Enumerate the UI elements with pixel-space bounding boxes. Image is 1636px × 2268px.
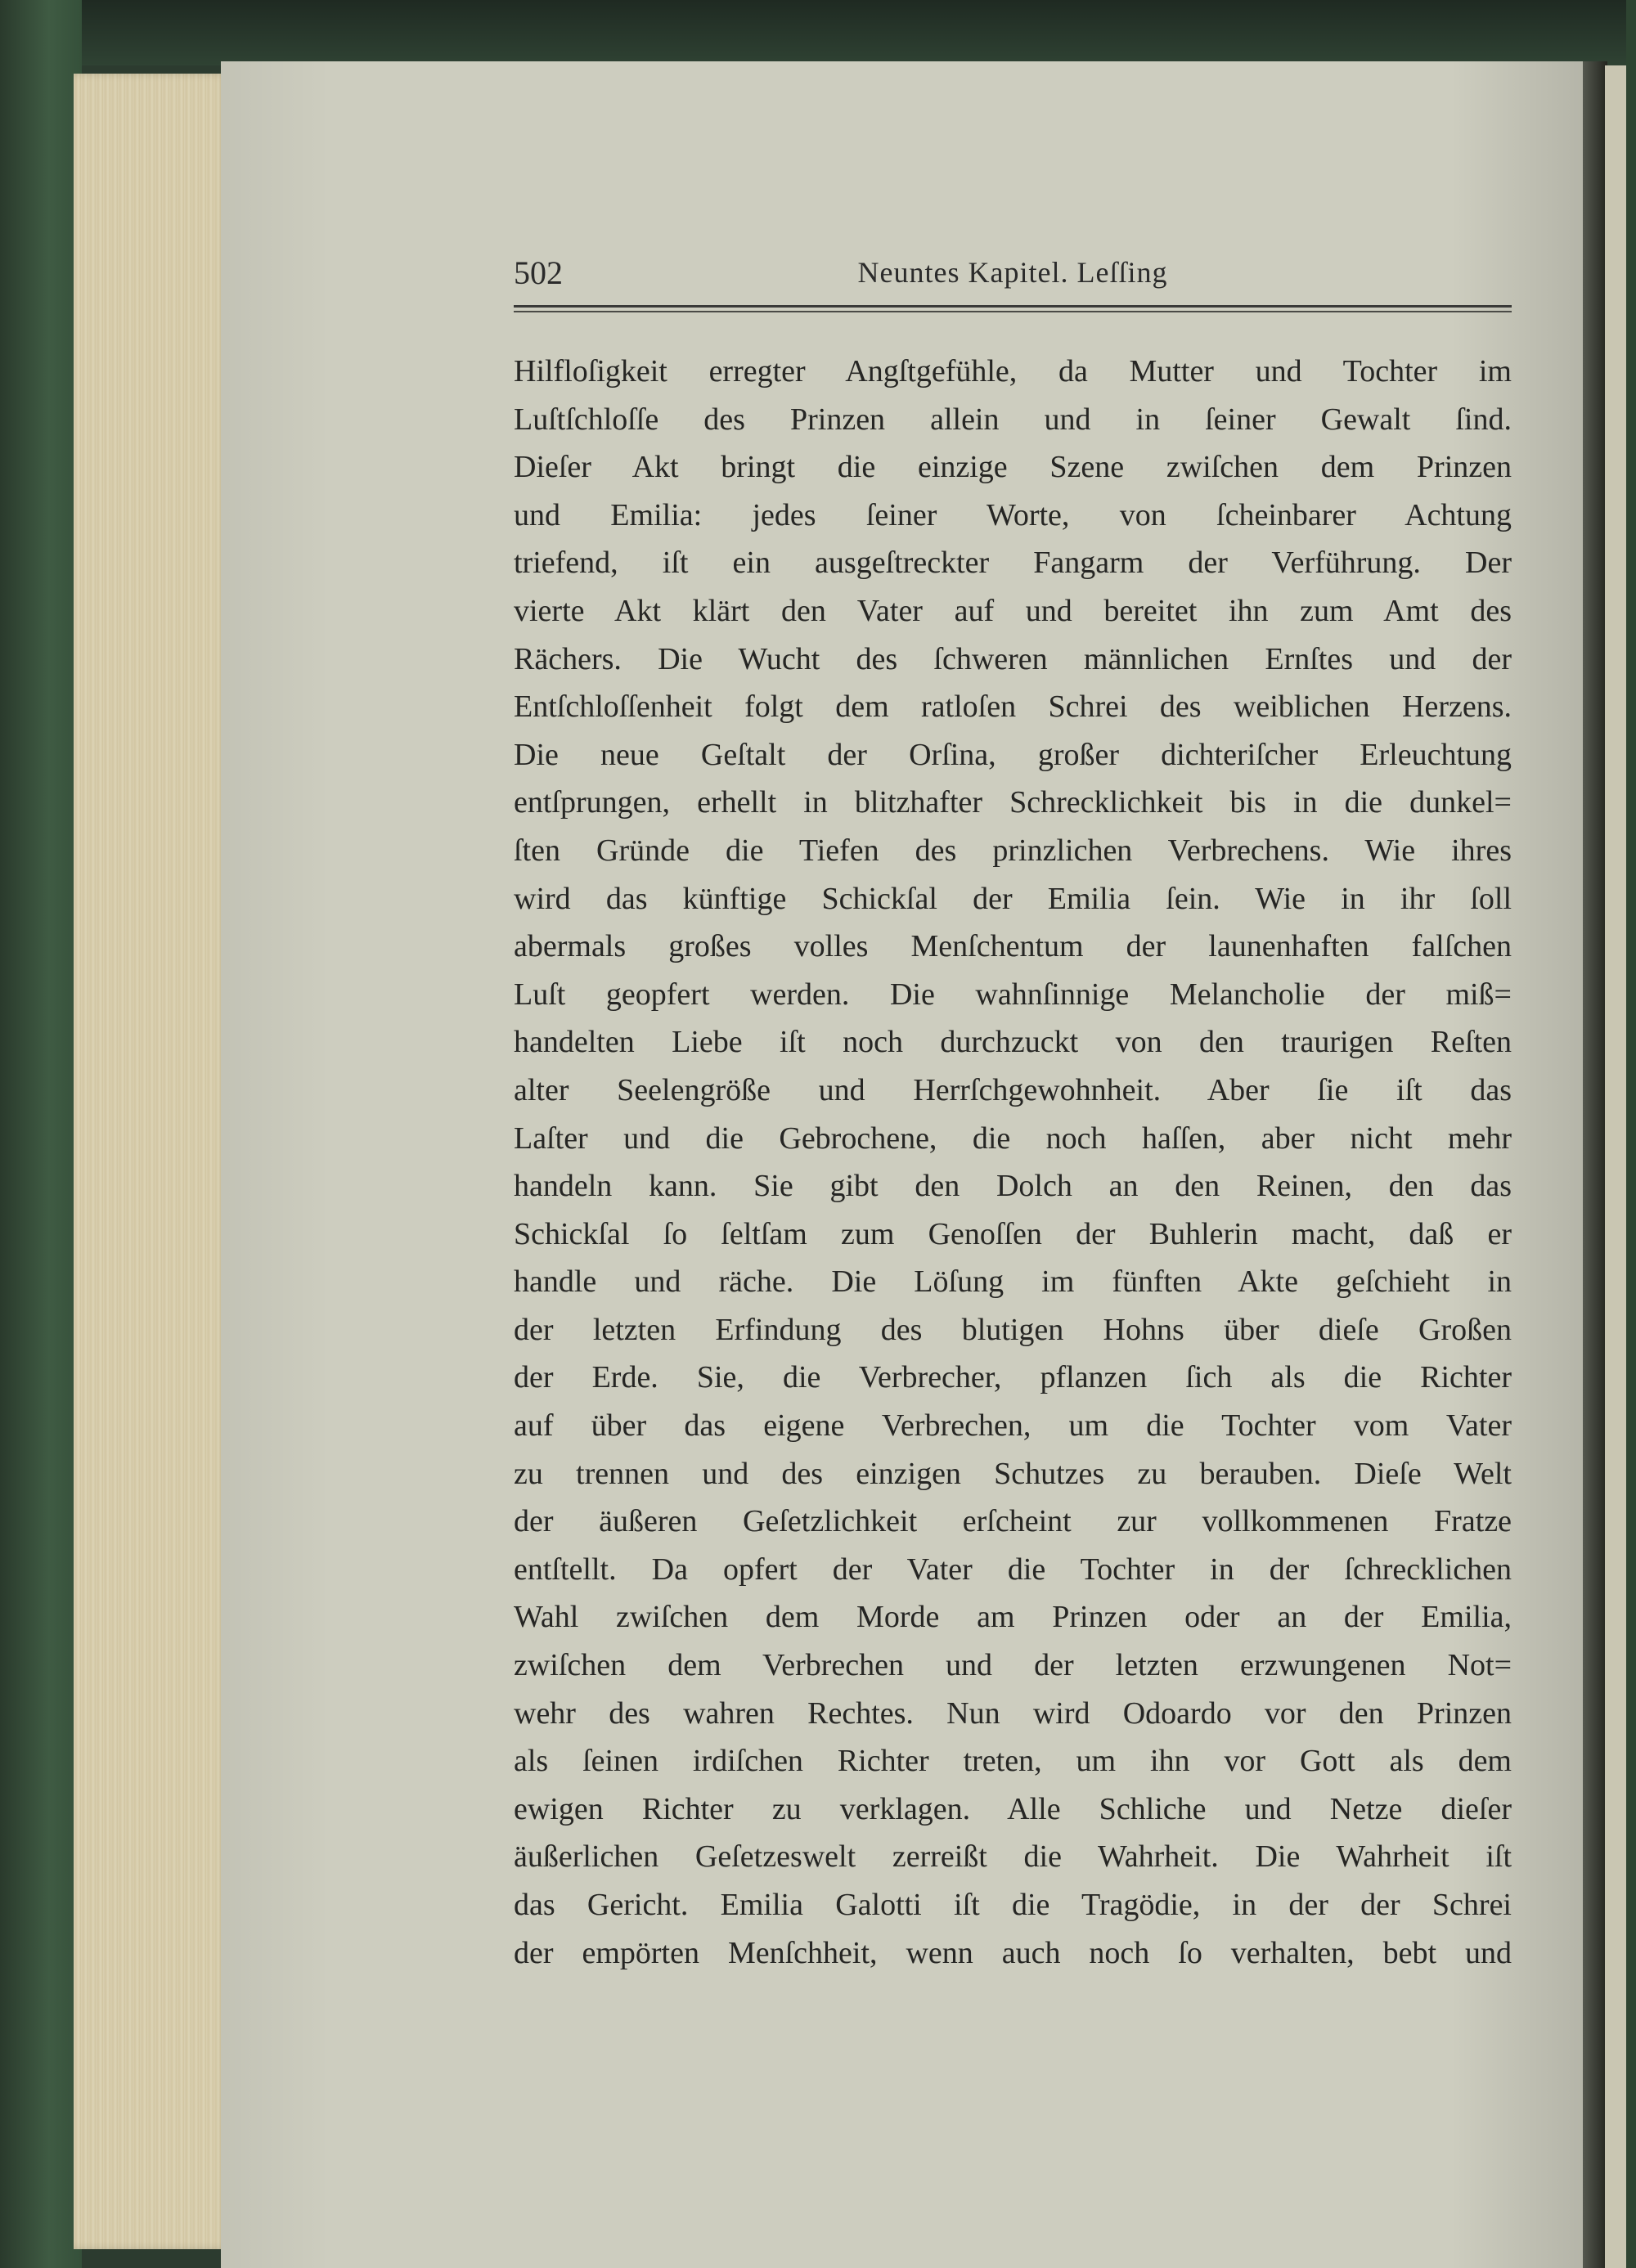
text-line: vierte Akt klärt den Vater auf und bereitet ihn zum Amt des — [514, 593, 1512, 628]
body-text — [514, 348, 1512, 1977]
text-line: abermals großes volles Menſchentum der launenhaften falſchen — [514, 929, 1512, 964]
text-line: Luſtſchloſſe des Prinzen allein und in ſeiner Gewalt ſind. — [514, 402, 1512, 437]
text-line: Wahl zwiſchen dem Morde am Prinzen oder an der Emilia, — [514, 1600, 1512, 1635]
page-number: 502 — [514, 254, 563, 291]
text-line: Luſt geopfert werden. Die wahnſinnige Melancholie der miß= — [514, 977, 1512, 1012]
text-line: Schickſal ſo ſeltſam zum Genoſſen der Buhlerin macht, daß er — [514, 1216, 1512, 1251]
text-line: triefend, iſt ein ausgeſtreckter Fangarm der Verführung. Der — [514, 546, 1512, 581]
text-line: zu trennen und des einzigen Schutzes zu berauben. Dieſe Welt — [514, 1456, 1512, 1491]
text-line: entſprungen, erhellt in blitzhafter Schrecklichkeit bis in die dunkel= — [514, 785, 1512, 820]
text-line: und Emilia: jedes ſeiner Worte, von ſcheinbarer Achtung — [514, 497, 1512, 532]
text-line: ewigen Richter zu verklagen. Alle Schliche und Netze dieſer — [514, 1791, 1512, 1826]
text-line: Entſchloſſenheit folgt dem ratloſen Schrei des weiblichen Herzens. — [514, 689, 1512, 725]
text-line: der letzten Erfindung des blutigen Hohns über dieſe Großen — [514, 1312, 1512, 1347]
text-line: der empörten Menſchheit, wenn auch noch ſo verhalten, bebt und — [514, 1935, 1512, 1970]
text-line: entſtellt. Da opfert der Vater die Tochter in der ſchrecklichen — [514, 1552, 1512, 1587]
text-line: handelten Liebe iſt noch durchzuckt von den traurigen Reſten — [514, 1025, 1512, 1060]
text-line: auf über das eigene Verbrechen, um die Tochter vom Vater — [514, 1408, 1512, 1444]
text-line: Dieſer Akt bringt die einzige Szene zwiſchen dem Prinzen — [514, 450, 1512, 485]
text-line: ſten Gründe die Tiefen des prinzlichen Verbrechens. Wie ihres — [514, 833, 1512, 868]
running-head: Neuntes Kapitel. Leſſing — [857, 256, 1168, 289]
text-line: Hilfloſigkeit erregter Angſtgefühle, da Mutter und Tochter im — [514, 354, 1512, 388]
header-rule-secondary — [514, 311, 1512, 312]
text-line: äußerlichen Geſetzeswelt zerreißt die Wahrheit. Die Wahrheit iſt — [514, 1839, 1512, 1875]
book-cover-top — [0, 0, 1636, 65]
text-line: das Gericht. Emilia Galotti iſt die Tragödie, in der der Schrei — [514, 1888, 1512, 1922]
text-line: als ſeinen irdiſchen Richter treten, um ihn vor Gott als dem — [514, 1744, 1512, 1779]
page-fore-edge — [74, 74, 229, 2249]
text-line: der äußeren Geſetzlichkeit erſcheint zur vollkommenen Fratze — [514, 1504, 1512, 1539]
text-line: Laſter und die Gebrochene, die noch haſſen, aber nicht mehr — [514, 1121, 1512, 1156]
page-header — [514, 254, 1512, 294]
text-line: der Erde. Sie, die Verbrecher, pflanzen ſich als die Richter — [514, 1360, 1512, 1395]
text-line: Die neue Geſtalt der Orſina, großer dichteriſcher Erleuchtung — [514, 737, 1512, 772]
book-cover-left — [0, 0, 82, 2268]
text-line: handle und räche. Die Löſung im fünften Akte geſchieht in — [514, 1264, 1512, 1300]
text-line: zwiſchen dem Verbrechen und der letzten erzwungenen Not= — [514, 1648, 1512, 1683]
text-line: alter Seelengröße und Herrſchgewohnheit. Aber ſie iſt das — [514, 1072, 1512, 1107]
book-gutter — [1583, 61, 1607, 2268]
header-rule — [514, 305, 1512, 308]
text-line: wehr des wahren Rechtes. Nun wird Odoardo vor den Prinzen — [514, 1695, 1512, 1731]
text-line: handeln kann. Sie gibt den Dolch an den Reinen, den das — [514, 1169, 1512, 1204]
book-cover-right — [1626, 0, 1636, 2268]
text-line: wird das künftige Schickſal der Emilia ſein. Wie in ihr ſoll — [514, 881, 1512, 916]
facing-page-edge — [1605, 65, 1626, 2268]
text-line: Rächers. Die Wucht des ſchweren männlichen Ernſtes und der — [514, 641, 1512, 676]
